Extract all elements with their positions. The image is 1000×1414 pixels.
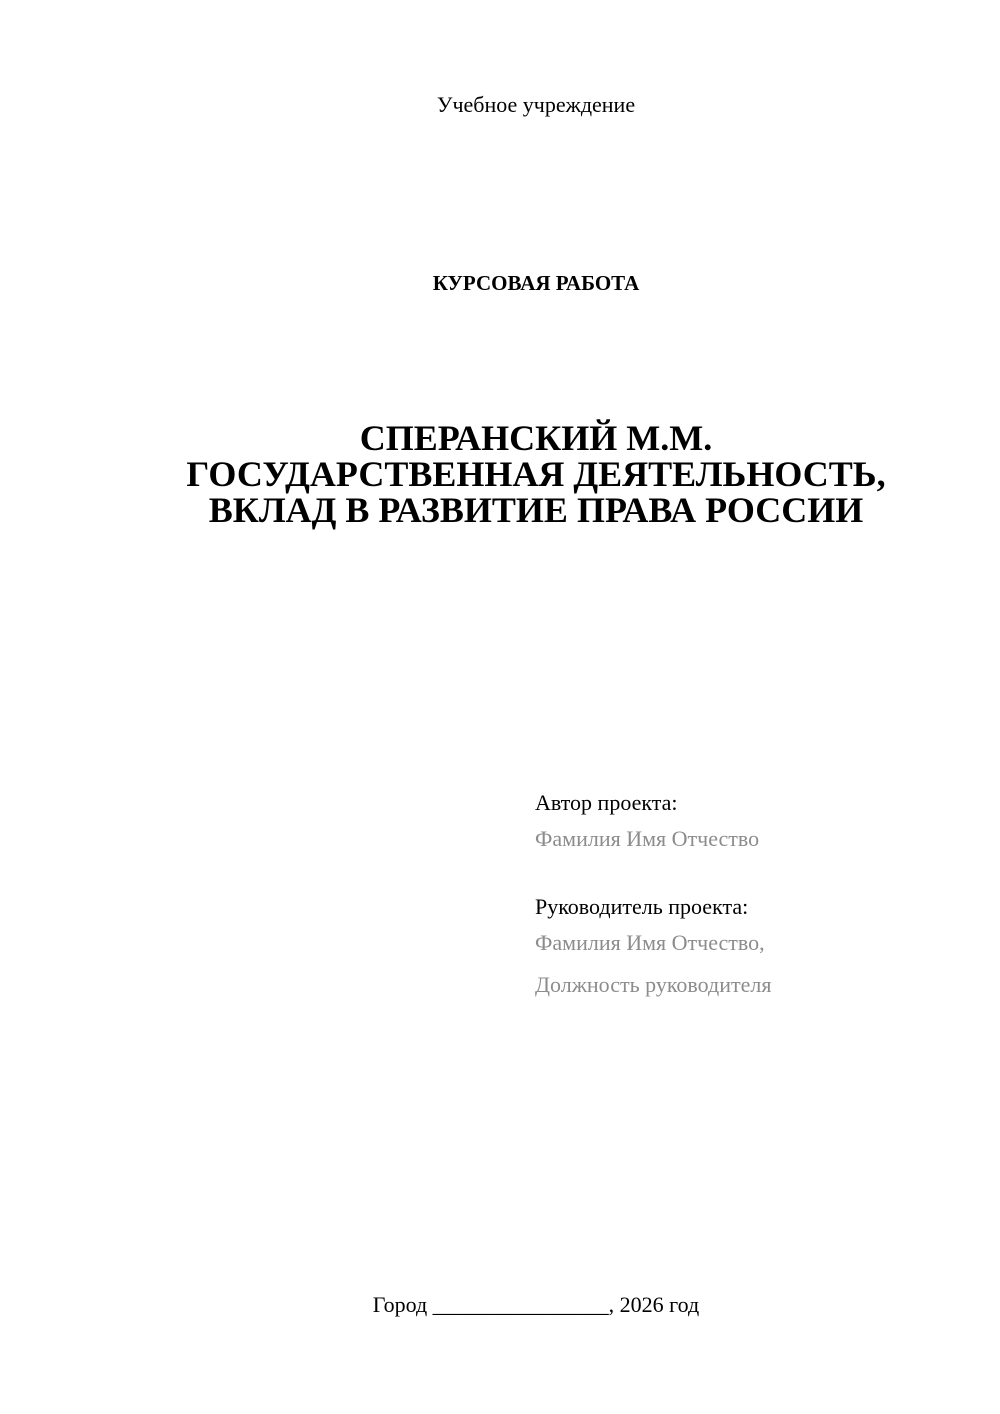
- supervisor-name: Фамилия Имя Отчество,: [535, 930, 765, 955]
- signature-block: [535, 788, 975, 1006]
- city-year-footer: Город ________________, 2026 год: [372, 1292, 700, 1317]
- author-label: Автор проекта:: [535, 790, 678, 815]
- title-line-3: ВКЛАД В РАЗВИТИЕ ПРАВА РОССИИ: [208, 490, 864, 530]
- document-title: [0, 420, 1000, 528]
- supervisor-position: Должность руководителя: [535, 972, 772, 997]
- institution-name: Учебное учреждение: [436, 92, 636, 117]
- title-line-2: ГОСУДАРСТВЕННАЯ ДЕЯТЕЛЬНОСТЬ,: [186, 454, 886, 494]
- work-type: КУРСОВАЯ РАБОТА: [432, 271, 640, 295]
- author-name: Фамилия Имя Отчество: [535, 826, 760, 851]
- signature-spacer: [535, 860, 975, 892]
- title-line-1: СПЕРАНСКИЙ М.М.: [359, 418, 713, 458]
- supervisor-label: Руководитель проекта:: [535, 894, 749, 919]
